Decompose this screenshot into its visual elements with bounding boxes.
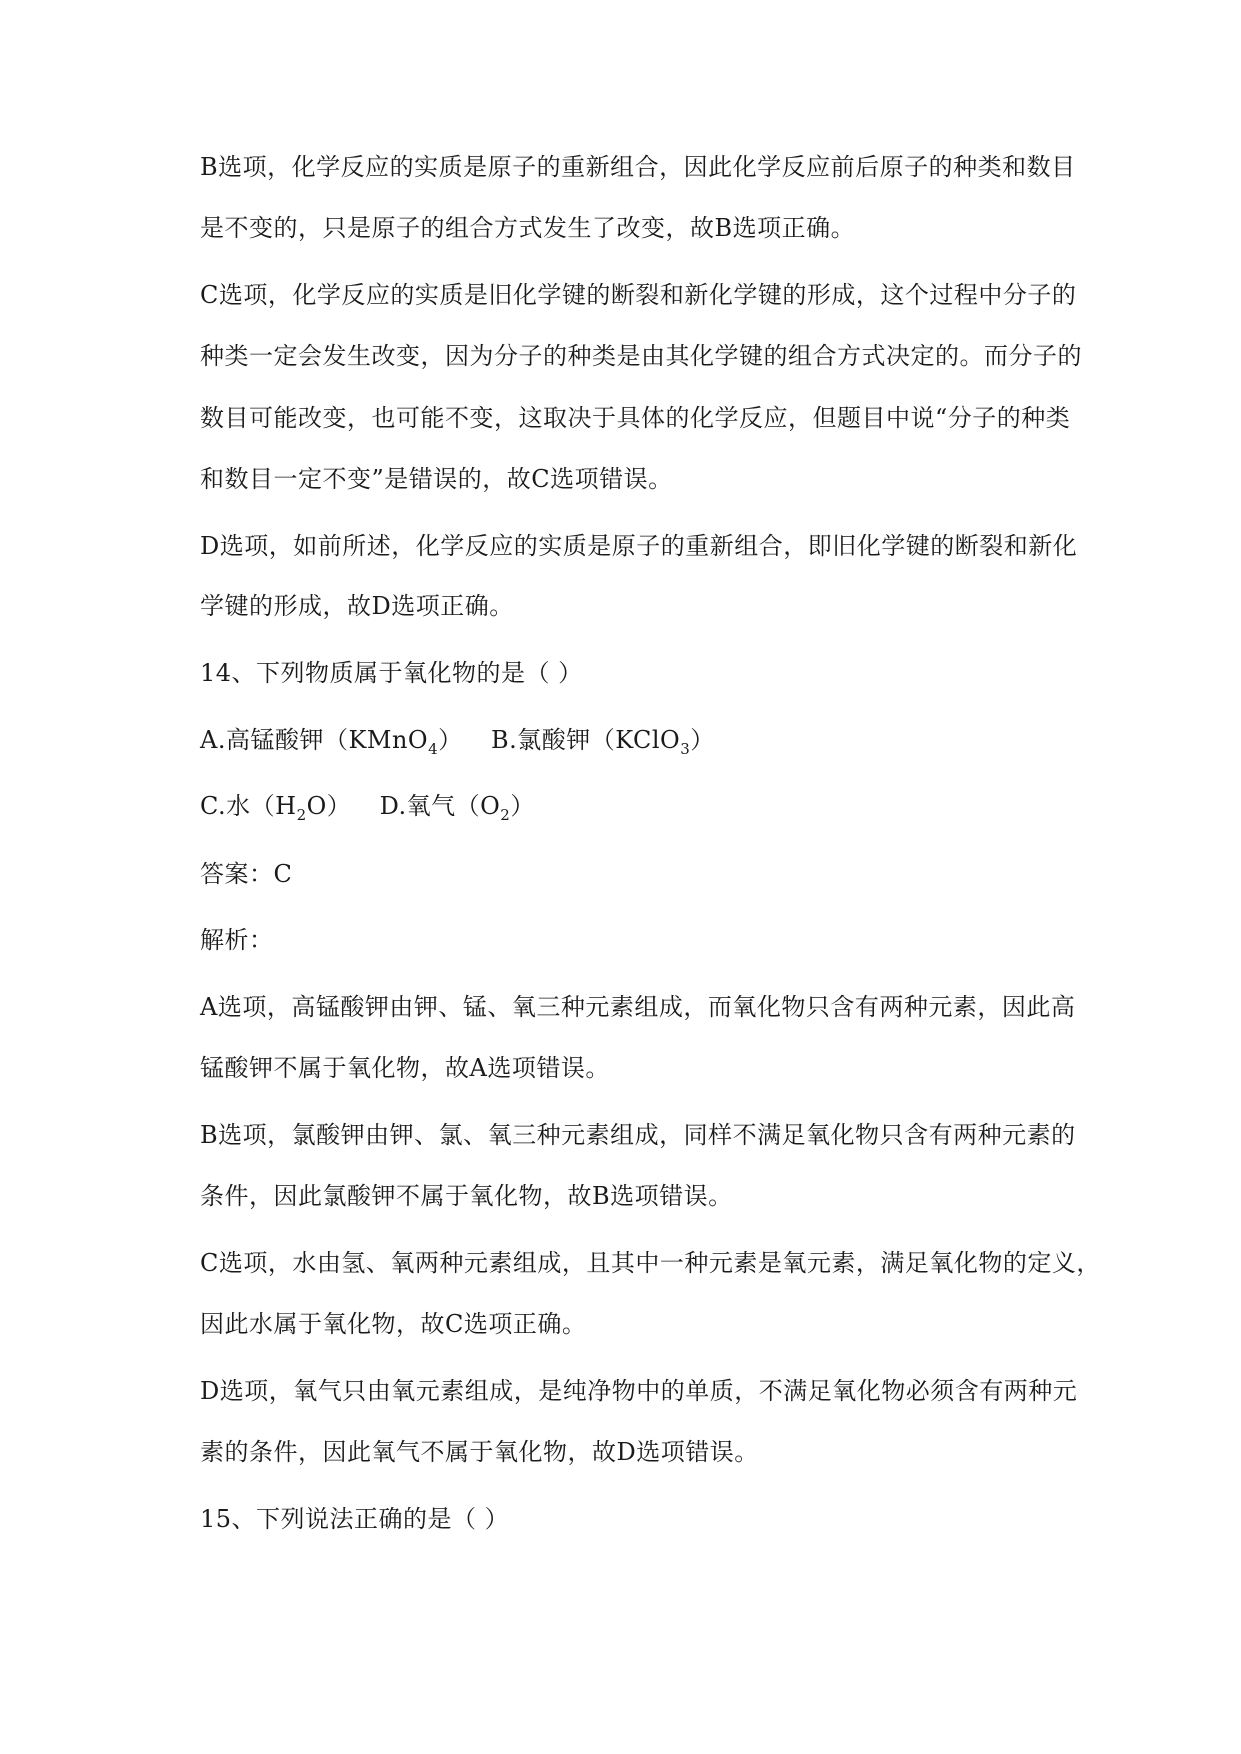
text-line: D选项，如前所述，化学反应的实质是原子的重新组合，即旧化学键的断裂和新化 (200, 532, 1078, 560)
text-line: 学键的形成，故D选项正确。 (200, 592, 514, 620)
option-a: A.高锰酸钾（KMnO$_4$） (200, 726, 463, 758)
text-line: 因此水属于氧化物，故C选项正确。 (200, 1310, 587, 1338)
text-line: 和数目一定不变”是错误的，故C选项错误。 (200, 465, 673, 493)
option-b: B.氯酸钾（KClO$_3$） (490, 726, 715, 758)
text-line: C选项，水由氢、氧两种元素组成，且其中一种元素是氧元素，满足氧化物的定义， (200, 1249, 1101, 1277)
text-line: 种类一定会发生改变，因为分子的种类是由其化学键的组合方式决定的。而分子的 (200, 342, 1082, 370)
analysis-label: 解析： (200, 926, 274, 954)
question-14-options-ab (200, 724, 715, 756)
text-line: 数目可能改变，也可能不变，这取决于具体的化学反应，但题目中说“分子的种类 (200, 404, 1071, 432)
question-14-options-cd (200, 790, 535, 822)
text-line: A选项，高锰酸钾由钾、锰、氧三种元素组成，而氧化物只含有两种元素，因此高 (200, 993, 1076, 1021)
text-line: 锰酸钾不属于氧化物，故A选项错误。 (200, 1054, 610, 1082)
question-15-title: 15、下列说法正确的是（ ） (200, 1505, 510, 1533)
option-d: D.氧气$(O_2)$ (379, 792, 535, 824)
text-line: B选项，化学反应的实质是原子的重新组合，因此化学反应前后原子的种类和数目 (200, 153, 1076, 181)
text-line: B选项，氯酸钾由钾、氯、氧三种元素组成，同样不满足氧化物只含有两种元素的 (200, 1121, 1076, 1149)
answer-line: 答案：C (200, 860, 293, 888)
text-line: 条件，因此氯酸钾不属于氧化物，故B选项错误。 (200, 1182, 733, 1210)
option-c: C.水$(H_2O)$ (200, 792, 352, 824)
text-line: 素的条件，因此氧气不属于氧化物，故D选项错误。 (200, 1438, 759, 1466)
text-line: D选项，氧气只由氧元素组成，是纯净物中的单质，不满足氧化物必须含有两种元 (200, 1377, 1078, 1405)
question-14-title: 14、下列物质属于氧化物的是（ ） (200, 659, 583, 687)
text-line: 是不变的，只是原子的组合方式发生了改变，故B选项正确。 (200, 214, 856, 242)
text-line: C选项，化学反应的实质是旧化学键的断裂和新化学键的形成，这个过程中分子的 (200, 281, 1077, 309)
